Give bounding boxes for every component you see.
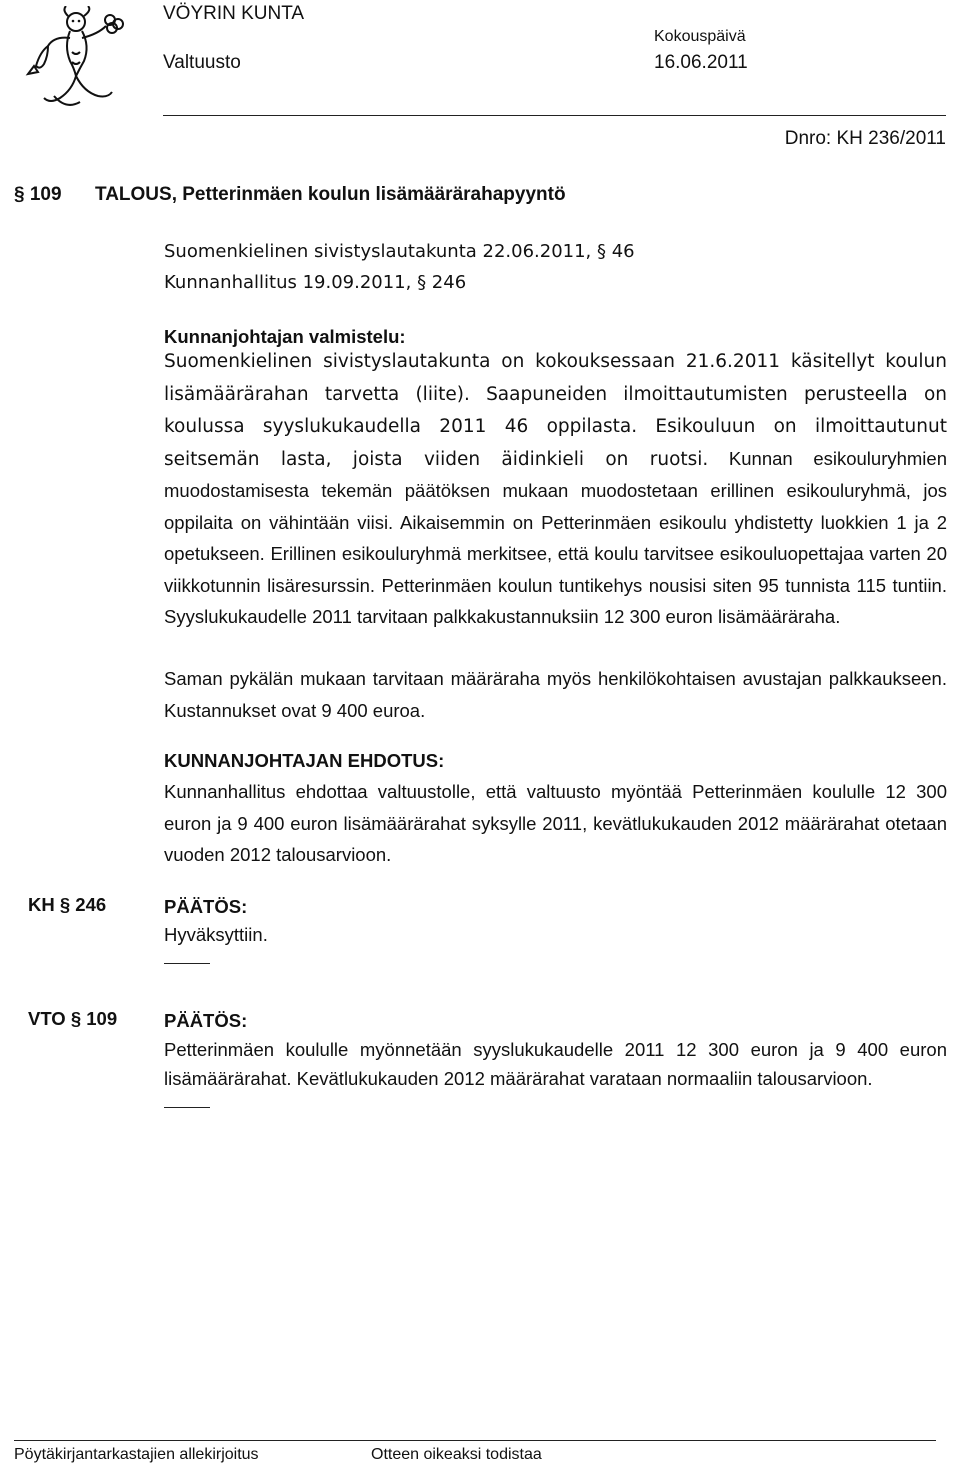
history-item: Suomenkielinen sivistyslautakunta 22.06.2011, § 46 [164,241,635,262]
preparation-paragraph-2: Saman pykälän mukaan tarvitaan määräraha myös henkilökohtaisen avustajan palkkaukseen. Kustannukset ovat 9 400 euroa. [164,668,947,721]
preparation-text [164,345,947,633]
governing-body: Valtuusto [163,52,241,73]
end-rule [164,963,210,964]
decision-text: Hyväksyttiin. [164,924,268,945]
decision-heading: PÄÄTÖS: [164,1010,248,1031]
municipality-name: VÖYRIN KUNTA [163,3,305,24]
decision-heading: PÄÄTÖS: [164,896,248,917]
footer-certification-label: Otteen oikeaksi todistaa [371,1446,542,1463]
footer-divider [14,1440,936,1441]
document-number: Dnro: KH 236/2011 [784,128,946,149]
meeting-date: 16.06.2011 [654,52,748,73]
proposal-text: Kunnanhallitus ehdottaa valtuustolle, että valtuusto myöntää Petterinmäen koululle 12 300 euron ja 9 400 euron lisämäärärahat syksylle 2011, kevätlukukauden 2012 määrärahat otetaan vuoden 2012 talousarvioon. [164,781,947,865]
preparation-heading: Kunnanjohtajan valmistelu: [164,326,406,347]
coat-of-arms-icon [14,6,152,114]
decision-text: Petterinmäen koululle myönnetään syyslukukaudelle 2011 12 300 euron ja 9 400 euron lisämäärärahat. Kevätlukukauden 2012 määrärahat varataan normaaliin talousarvioon. [164,1039,947,1089]
history-item: Kunnanhallitus 19.09.2011, § 246 [164,272,467,293]
section-number: § 109 [14,184,62,205]
preparation-text-part2: Kunnan esikouluryhmien muodostamisesta tekemän päätöksen mukaan muodostetaan erillinen esikouluryhmä, jos oppilaita on vähintään viisi. Aikaisemmin on Petterinmäen esikoulu yhdistetty luokkien 1 ja 2 opetukseen. Erillinen esikouluryhmä merkitsee, että koulu tarvitsee esikouluopettajaa varten 20 viikkotunnin lisäresurssin. Petterinmäen koulun tuntikehys nousisi siten 95 tunnista 115 tuntiin. Syyslukukaudelle 2011 tarvitaan palkkakustannuksiin 12 300 euron lisämääräraha. [164,447,947,627]
decision-block [164,1007,947,1108]
meeting-date-label: Kokouspäivä [654,28,746,45]
decision-reference: VTO § 109 [28,1008,118,1029]
footer-signature-label: Pöytäkirjantarkastajien allekirjoitus [14,1446,259,1463]
preparation-text-part1: Suomenkielinen sivistyslautakunta on kokouksessaan 21.6.2011 käsitellyt koulun lisämäärärahan tarvetta (liite). Saapuneiden ilmoittautumisten perusteella on koulussa syyslukukaudella 2011 46 oppilasta. Esikouluun on ilmoittautunut seitsemän lasta, joista viiden äidinkieli on ruotsi. [164,351,947,470]
decision-reference: KH § 246 [28,894,107,915]
section-title: TALOUS, Petterinmäen koulun lisämäärärahapyyntö [95,184,566,205]
decision-block [164,893,947,964]
proposal-heading: KUNNANJOHTAJAN EHDOTUS: [164,750,445,771]
header-divider [163,115,946,116]
end-rule [164,1107,210,1108]
